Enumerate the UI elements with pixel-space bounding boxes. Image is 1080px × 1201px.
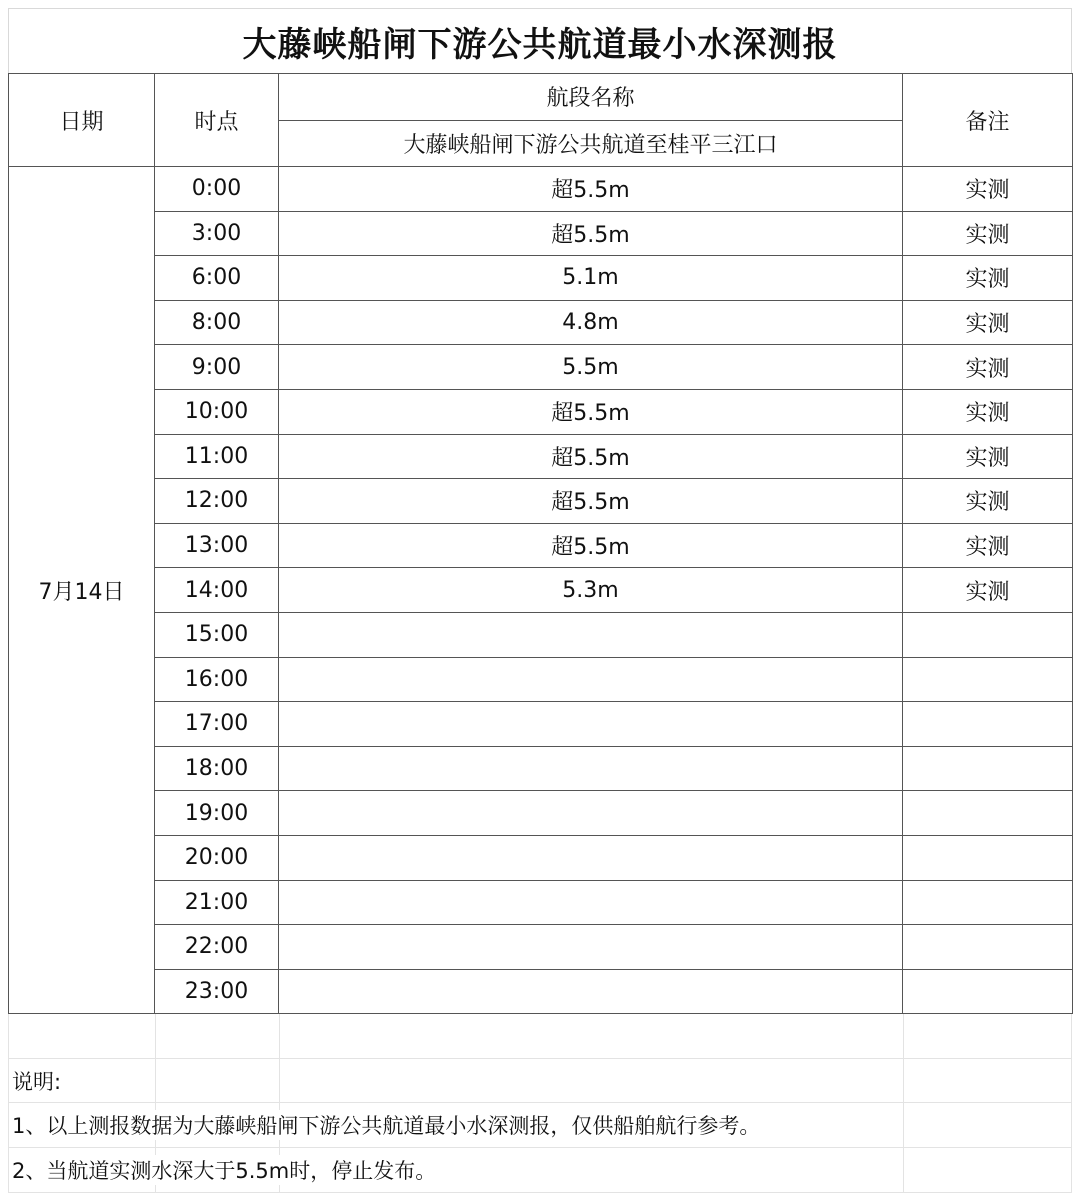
depth-cell: 超5.5m <box>279 523 903 568</box>
date-cell: 7月14日 <box>9 167 155 1014</box>
time-cell: 12:00 <box>155 479 279 524</box>
time-cell: 20:00 <box>155 835 279 880</box>
depth-cell: 5.5m <box>279 345 903 390</box>
table-row <box>9 479 1073 524</box>
table-row <box>9 167 1073 212</box>
depth-table <box>8 73 1073 1014</box>
depth-cell <box>279 746 903 791</box>
note-item-2: 2、当航道实测水深大于5.5m时，停止发布。 <box>12 1155 436 1185</box>
time-cell: 18:00 <box>155 746 279 791</box>
remark-cell: 实测 <box>903 256 1073 301</box>
depth-cell: 4.8m <box>279 300 903 345</box>
table-row <box>9 880 1073 925</box>
table-row <box>9 523 1073 568</box>
header-remark: 备注 <box>903 74 1073 167</box>
note-item-1: 1、以上测报数据为大藤峡船闸下游公共航道最小水深测报，仅供船舶航行参考。 <box>12 1110 760 1140</box>
table-row <box>9 256 1073 301</box>
table-row <box>9 925 1073 970</box>
table-body <box>9 167 1073 1014</box>
depth-cell: 5.3m <box>279 568 903 613</box>
time-cell: 15:00 <box>155 612 279 657</box>
table-row <box>9 612 1073 657</box>
depth-cell: 超5.5m <box>279 479 903 524</box>
remark-cell <box>903 969 1073 1014</box>
time-cell: 8:00 <box>155 300 279 345</box>
note-item-row <box>8 1103 1072 1148</box>
time-cell: 3:00 <box>155 211 279 256</box>
table-row <box>9 211 1073 256</box>
notes-heading-row <box>8 1059 1072 1104</box>
table-row <box>9 657 1073 702</box>
depth-cell: 5.1m <box>279 256 903 301</box>
remark-cell: 实测 <box>903 300 1073 345</box>
time-cell: 17:00 <box>155 702 279 747</box>
blank-row <box>8 1014 1072 1059</box>
depth-cell <box>279 702 903 747</box>
table-row <box>9 300 1073 345</box>
table-row <box>9 791 1073 836</box>
depth-cell <box>279 657 903 702</box>
table-row <box>9 434 1073 479</box>
table-row <box>9 568 1073 613</box>
time-cell: 23:00 <box>155 969 279 1014</box>
table-row <box>9 969 1073 1014</box>
remark-cell <box>903 612 1073 657</box>
depth-cell <box>279 835 903 880</box>
remark-cell: 实测 <box>903 167 1073 212</box>
time-cell: 13:00 <box>155 523 279 568</box>
remark-cell: 实测 <box>903 568 1073 613</box>
depth-cell: 超5.5m <box>279 389 903 434</box>
report-title: 大藤峡船闸下游公共航道最小水深测报 <box>8 8 1072 73</box>
time-cell: 9:00 <box>155 345 279 390</box>
remark-cell: 实测 <box>903 479 1073 524</box>
remark-cell: 实测 <box>903 434 1073 479</box>
depth-cell <box>279 925 903 970</box>
notes-section <box>8 1014 1072 1193</box>
header-date: 日期 <box>9 74 155 167</box>
time-cell: 19:00 <box>155 791 279 836</box>
time-cell: 22:00 <box>155 925 279 970</box>
remark-cell <box>903 880 1073 925</box>
depth-cell: 超5.5m <box>279 211 903 256</box>
depth-cell <box>279 612 903 657</box>
table-row <box>9 389 1073 434</box>
time-cell: 11:00 <box>155 434 279 479</box>
remark-cell <box>903 657 1073 702</box>
table-row <box>9 702 1073 747</box>
remark-cell <box>903 702 1073 747</box>
note-item-row <box>8 1148 1072 1193</box>
table-row <box>9 746 1073 791</box>
time-cell: 16:00 <box>155 657 279 702</box>
remark-cell <box>903 835 1073 880</box>
time-cell: 21:00 <box>155 880 279 925</box>
remark-cell: 实测 <box>903 211 1073 256</box>
remark-cell <box>903 925 1073 970</box>
remark-cell: 实测 <box>903 345 1073 390</box>
time-cell: 10:00 <box>155 389 279 434</box>
depth-cell <box>279 791 903 836</box>
depth-cell: 超5.5m <box>279 434 903 479</box>
header-section-name: 航段名称 <box>279 74 903 121</box>
depth-cell <box>279 969 903 1014</box>
remark-cell <box>903 791 1073 836</box>
time-cell: 0:00 <box>155 167 279 212</box>
remark-cell: 实测 <box>903 389 1073 434</box>
time-cell: 14:00 <box>155 568 279 613</box>
remark-cell <box>903 746 1073 791</box>
depth-cell: 超5.5m <box>279 167 903 212</box>
header-time: 时点 <box>155 74 279 167</box>
table-row <box>9 345 1073 390</box>
table-row <box>9 835 1073 880</box>
time-cell: 6:00 <box>155 256 279 301</box>
remark-cell: 实测 <box>903 523 1073 568</box>
notes-heading: 说明: <box>12 1066 61 1096</box>
header-section: 大藤峡船闸下游公共航道至桂平三江口 <box>279 120 903 167</box>
depth-cell <box>279 880 903 925</box>
